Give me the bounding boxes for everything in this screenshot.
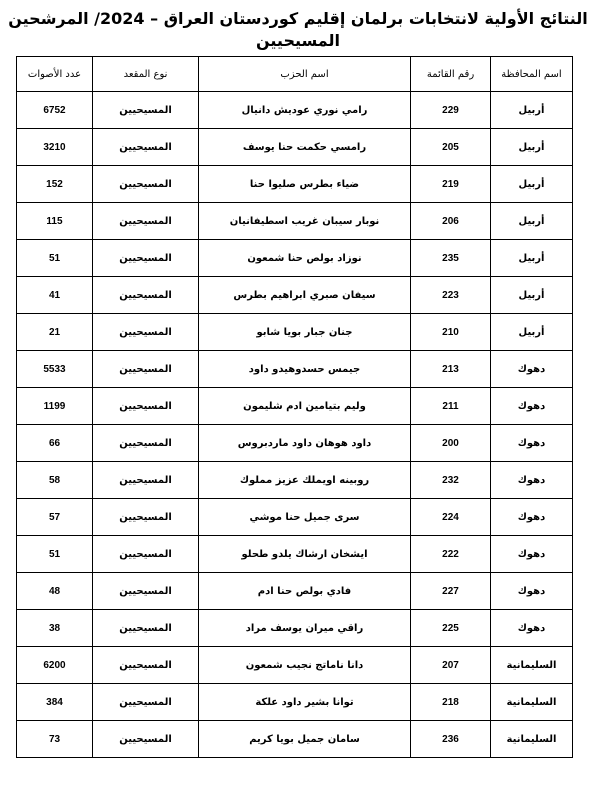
cell-seat-type: المسيحيين [93, 647, 199, 684]
cell-votes: 73 [17, 721, 93, 758]
cell-votes: 51 [17, 536, 93, 573]
cell-party-name: رامسي حكمت حنا يوسف [199, 129, 411, 166]
cell-seat-type: المسيحيين [93, 499, 199, 536]
header-seat-type: نوع المقعد [93, 57, 199, 92]
cell-votes: 5533 [17, 351, 93, 388]
header-votes: عدد الأصوات [17, 57, 93, 92]
table-row [17, 536, 573, 573]
cell-party-name: دانا ناماتج نجيب شمعون [199, 647, 411, 684]
cell-votes: 1199 [17, 388, 93, 425]
cell-seat-type: المسيحيين [93, 388, 199, 425]
cell-governorate: السليمانية [491, 684, 573, 721]
header-party-name: اسم الحزب [199, 57, 411, 92]
cell-seat-type: المسيحيين [93, 314, 199, 351]
table-row [17, 129, 573, 166]
cell-party-name: نوزاد بولص حنا شمعون [199, 240, 411, 277]
cell-governorate: دهوك [491, 388, 573, 425]
cell-party-name: رامي نوري عوديش دانيال [199, 92, 411, 129]
cell-party-name: ايشخان ارشاك يلدو طحلو [199, 536, 411, 573]
cell-governorate: السليمانية [491, 647, 573, 684]
cell-governorate: دهوك [491, 351, 573, 388]
cell-seat-type: المسيحيين [93, 536, 199, 573]
cell-list-number: 211 [411, 388, 491, 425]
cell-seat-type: المسيحيين [93, 92, 199, 129]
table-header-row [17, 57, 573, 92]
cell-party-name: وليم بتيامين ادم شليمون [199, 388, 411, 425]
cell-votes: 48 [17, 573, 93, 610]
table-row [17, 573, 573, 610]
cell-list-number: 236 [411, 721, 491, 758]
cell-governorate: أربيل [491, 129, 573, 166]
table-row [17, 647, 573, 684]
header-governorate: اسم المحافظة [491, 57, 573, 92]
cell-party-name: جنان جبار بويا شابو [199, 314, 411, 351]
cell-party-name: سيفان صبري ابراهيم بطرس [199, 277, 411, 314]
cell-governorate: أربيل [491, 92, 573, 129]
cell-votes: 58 [17, 462, 93, 499]
cell-list-number: 218 [411, 684, 491, 721]
cell-governorate: دهوك [491, 610, 573, 647]
cell-seat-type: المسيحيين [93, 610, 199, 647]
cell-governorate: أربيل [491, 166, 573, 203]
cell-seat-type: المسيحيين [93, 277, 199, 314]
cell-party-name: روبينه اويملك عزيز مملوك [199, 462, 411, 499]
page-title: النتائج الأولية لانتخابات برلمان إقليم كوردستان العراق – 2024/ المرشحين المسيحيين [8, 9, 588, 50]
cell-governorate: السليمانية [491, 721, 573, 758]
table-row [17, 462, 573, 499]
cell-votes: 3210 [17, 129, 93, 166]
table-row [17, 240, 573, 277]
table-row [17, 684, 573, 721]
cell-votes: 51 [17, 240, 93, 277]
cell-list-number: 224 [411, 499, 491, 536]
cell-list-number: 229 [411, 92, 491, 129]
table-body [17, 92, 573, 758]
cell-list-number: 227 [411, 573, 491, 610]
cell-party-name: ضياء بطرس صليوا حنا [199, 166, 411, 203]
cell-governorate: دهوك [491, 462, 573, 499]
cell-list-number: 235 [411, 240, 491, 277]
cell-seat-type: المسيحيين [93, 351, 199, 388]
cell-seat-type: المسيحيين [93, 129, 199, 166]
table-row [17, 314, 573, 351]
cell-list-number: 210 [411, 314, 491, 351]
cell-party-name: فادي بولص حنا ادم [199, 573, 411, 610]
table-row [17, 610, 573, 647]
cell-list-number: 232 [411, 462, 491, 499]
table-row [17, 203, 573, 240]
table-row [17, 388, 573, 425]
cell-list-number: 225 [411, 610, 491, 647]
cell-list-number: 206 [411, 203, 491, 240]
cell-party-name: راقي ميران يوسف مراد [199, 610, 411, 647]
cell-party-name: داود هوهان داود ماردبروس [199, 425, 411, 462]
cell-votes: 384 [17, 684, 93, 721]
cell-list-number: 219 [411, 166, 491, 203]
cell-governorate: أربيل [491, 277, 573, 314]
cell-seat-type: المسيحيين [93, 203, 199, 240]
cell-party-name: سامان جميل بويا كريم [199, 721, 411, 758]
cell-governorate: دهوك [491, 536, 573, 573]
table-row [17, 721, 573, 758]
cell-votes: 57 [17, 499, 93, 536]
cell-votes: 6752 [17, 92, 93, 129]
cell-party-name: نوبار سيبان غريب اسطيفانيان [199, 203, 411, 240]
cell-list-number: 213 [411, 351, 491, 388]
cell-list-number: 205 [411, 129, 491, 166]
cell-votes: 6200 [17, 647, 93, 684]
cell-seat-type: المسيحيين [93, 573, 199, 610]
cell-governorate: دهوك [491, 425, 573, 462]
cell-party-name: سرى جميل حنا موشي [199, 499, 411, 536]
cell-seat-type: المسيحيين [93, 684, 199, 721]
table-row [17, 425, 573, 462]
cell-seat-type: المسيحيين [93, 166, 199, 203]
cell-governorate: أربيل [491, 240, 573, 277]
cell-list-number: 207 [411, 647, 491, 684]
table-row [17, 166, 573, 203]
cell-votes: 66 [17, 425, 93, 462]
cell-seat-type: المسيحيين [93, 721, 199, 758]
cell-governorate: دهوك [491, 499, 573, 536]
results-table [16, 56, 573, 758]
cell-list-number: 200 [411, 425, 491, 462]
cell-list-number: 223 [411, 277, 491, 314]
cell-party-name: جيمس حسدوهيدو داود [199, 351, 411, 388]
cell-votes: 152 [17, 166, 93, 203]
table-row [17, 277, 573, 314]
cell-seat-type: المسيحيين [93, 462, 199, 499]
cell-governorate: أربيل [491, 203, 573, 240]
cell-governorate: دهوك [491, 573, 573, 610]
cell-list-number: 222 [411, 536, 491, 573]
header-list-number: رقم القائمة [411, 57, 491, 92]
table-row [17, 351, 573, 388]
cell-votes: 38 [17, 610, 93, 647]
cell-seat-type: المسيحيين [93, 240, 199, 277]
table-row [17, 499, 573, 536]
cell-party-name: توانا بشير داود علكة [199, 684, 411, 721]
cell-seat-type: المسيحيين [93, 425, 199, 462]
cell-votes: 41 [17, 277, 93, 314]
cell-votes: 21 [17, 314, 93, 351]
cell-governorate: أربيل [491, 314, 573, 351]
cell-votes: 115 [17, 203, 93, 240]
table-row [17, 92, 573, 129]
